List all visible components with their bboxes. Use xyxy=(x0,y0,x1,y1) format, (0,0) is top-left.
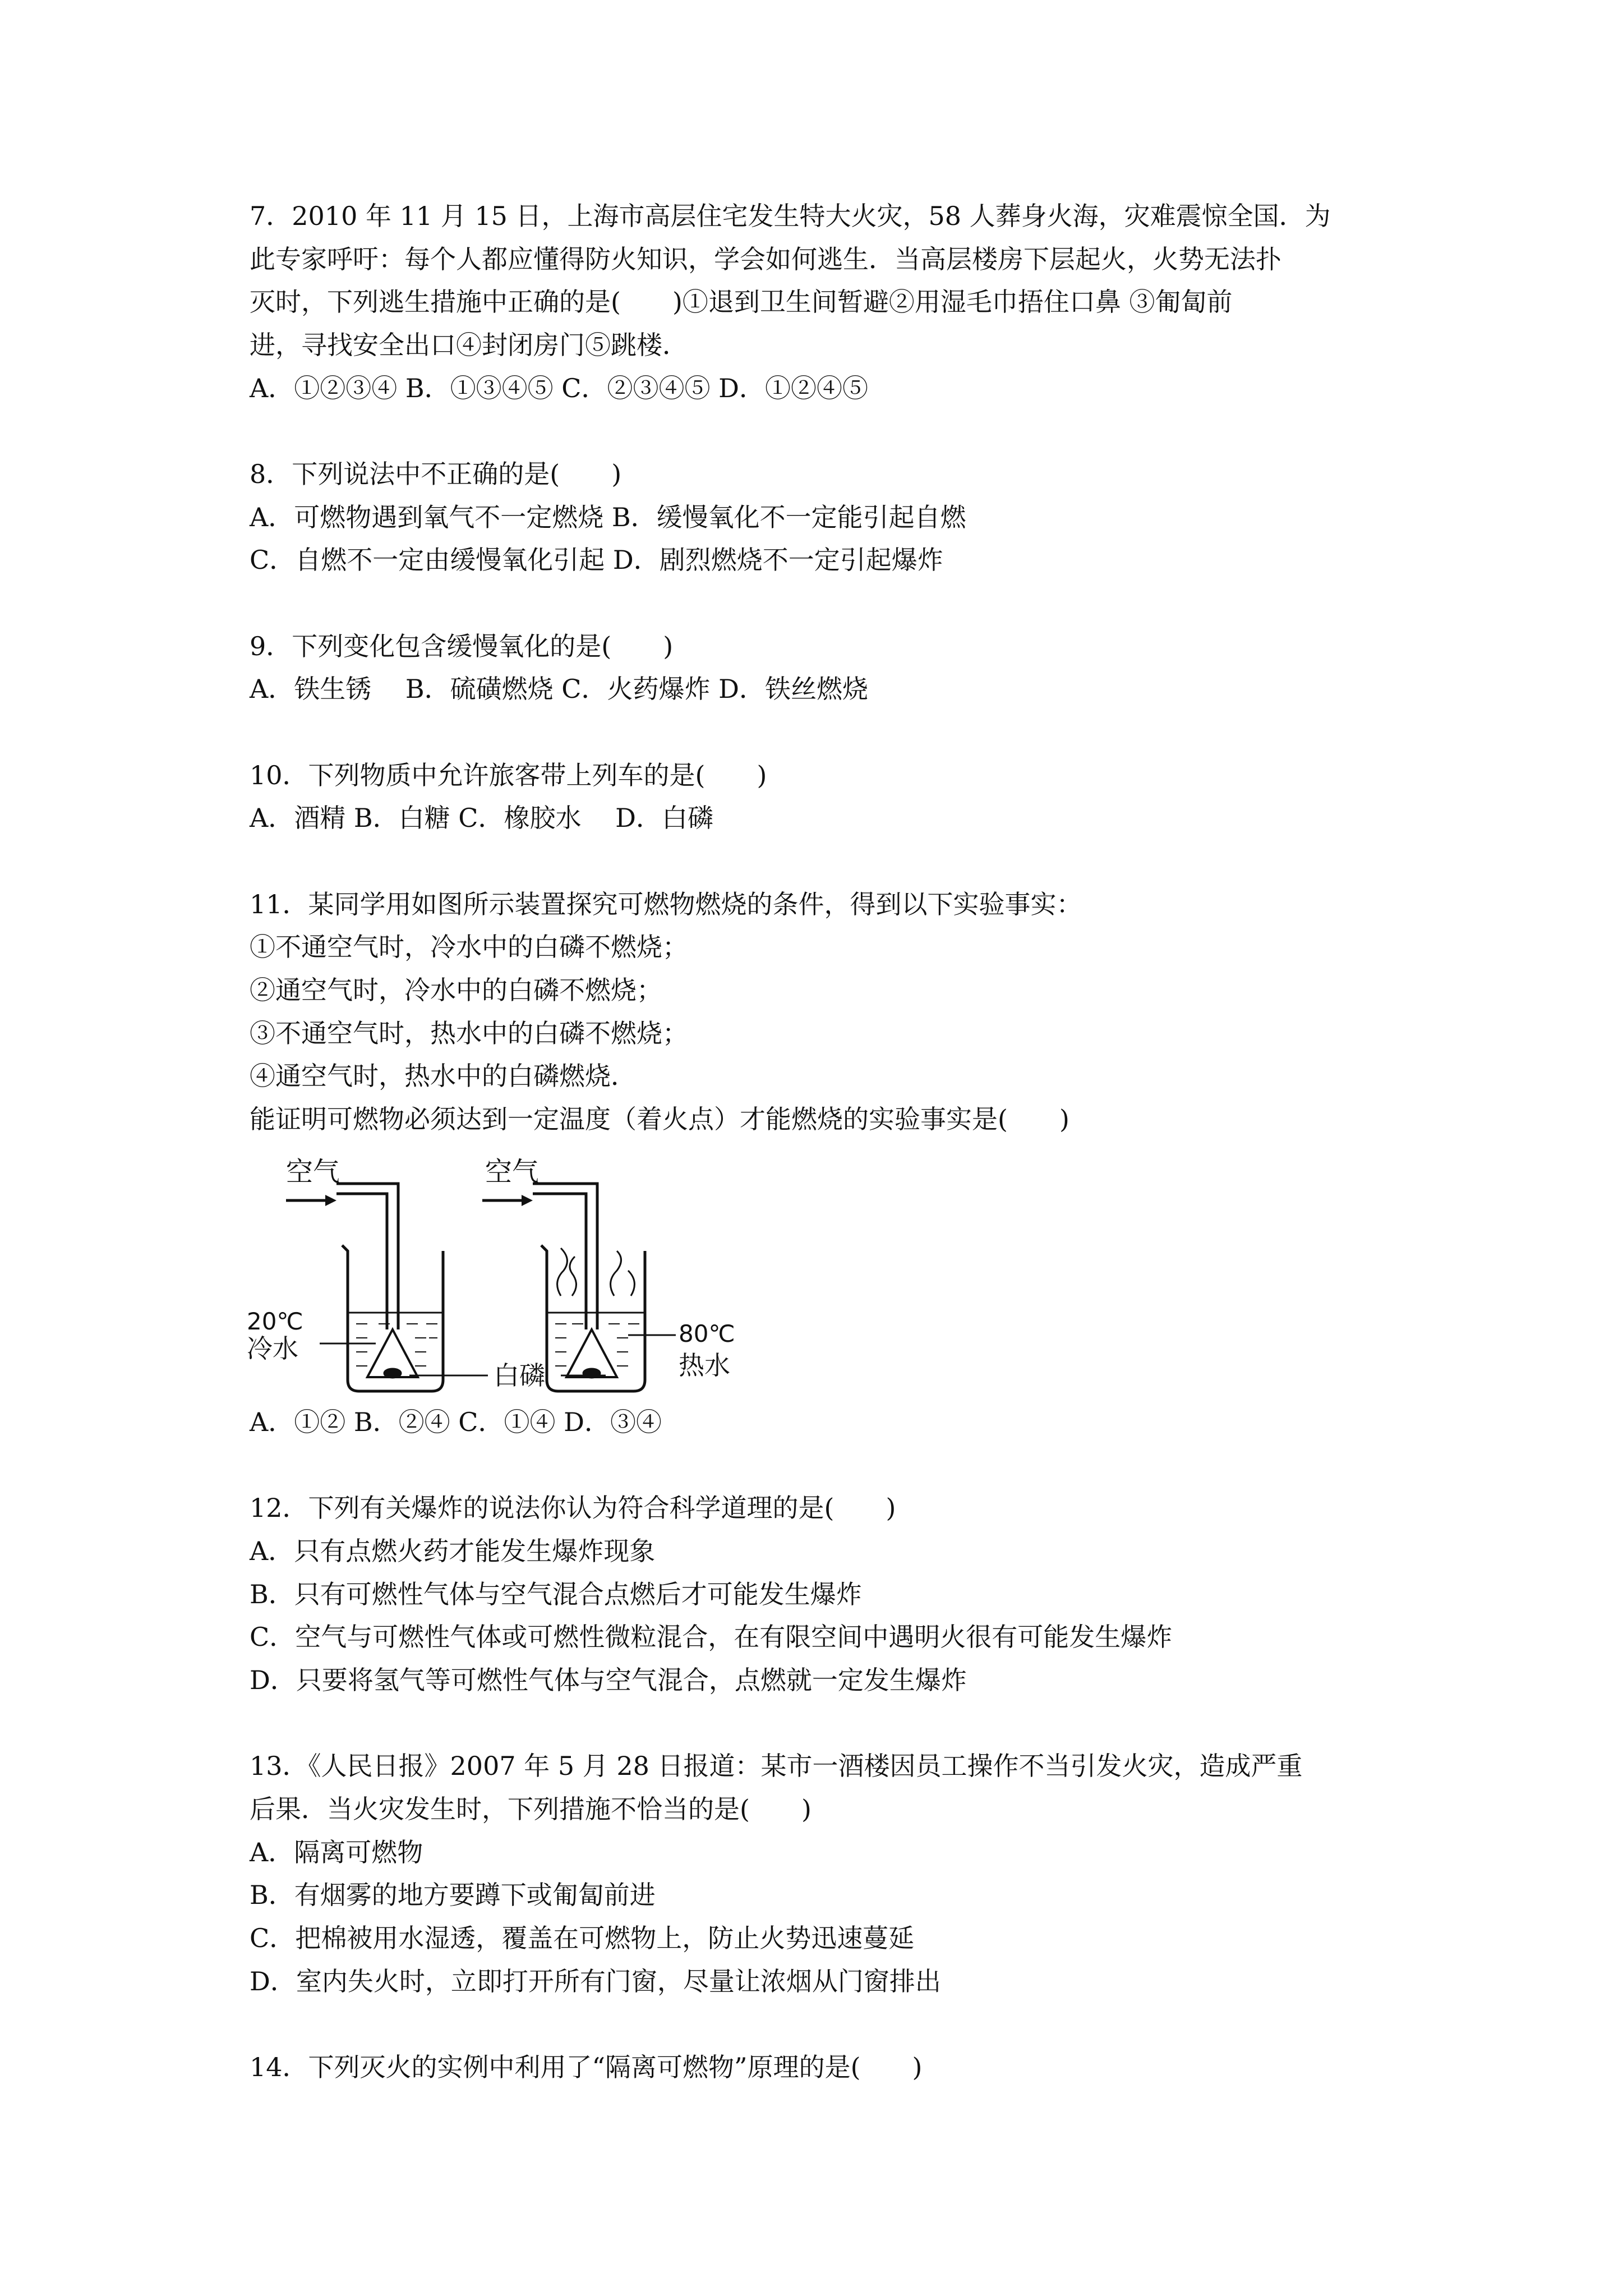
q7-stem-line-3: 灭时，下列逃生措施中正确的是( )①退到卫生间暂避②用湿毛巾捂住口鼻 ③匍匐前 xyxy=(250,287,1233,317)
left-arrow-head xyxy=(325,1195,336,1206)
q9-options: A．铁生锈 B．硫磺燃烧 C．火药爆炸 D．铁丝燃烧 xyxy=(250,674,868,704)
q13-stem-line-2: 后果．当火灾发生时，下列措施不恰当的是( ) xyxy=(250,1794,811,1824)
q9-stem: 9．下列变化包含缓慢氧化的是( ) xyxy=(250,631,674,661)
q11-fact-4: ④通空气时，热水中的白磷燃烧． xyxy=(250,1061,637,1091)
q11-options: A．①② B．②④ C．①④ D．③④ xyxy=(250,1407,662,1437)
q8-options-line-2: C．自燃不一定由缓慢氧化引起 D．剧烈燃烧不一定引起爆炸 xyxy=(250,545,943,575)
q10-stem: 10．下列物质中允许旅客带上列车的是( ) xyxy=(250,760,767,790)
left-tube xyxy=(336,1184,398,1329)
left-air-label: 空气 xyxy=(286,1156,340,1188)
q7-options: A．①②③④ B．①③④⑤ C．②③④⑤ D．①②④⑤ xyxy=(250,373,868,403)
q11-fact-1: ①不通空气时，冷水中的白磷不燃烧； xyxy=(250,932,688,962)
q8-stem: 8．下列说法中不正确的是( ) xyxy=(250,459,622,489)
q12-stem: 12．下列有关爆炸的说法你认为符合科学道理的是( ) xyxy=(250,1493,896,1523)
q12-option-d: D．只要将氢气等可燃性气体与空气混合，点燃就一定发生爆炸 xyxy=(250,1665,967,1695)
q13-option-c: C．把棉被用水湿透，覆盖在可燃物上，防止火势迅速蔓延 xyxy=(250,1923,915,1953)
q13-option-d: D．室内失火时，立即打开所有门窗，尽量让浓烟从门窗排出 xyxy=(250,1966,941,1996)
q7-stem-line-4: 进，寻找安全出口④封闭房门⑤跳楼． xyxy=(250,330,688,360)
right-air-label: 空气 xyxy=(485,1156,540,1188)
experiment-diagram xyxy=(247,1144,751,1402)
left-water-hatch xyxy=(356,1324,437,1366)
q12-option-a: A．只有点燃火药才能发生爆炸现象 xyxy=(250,1536,656,1566)
q8-options-line-1: A．可燃物遇到氧气不一定燃烧 B．缓慢氧化不一定能引起自燃 xyxy=(250,502,966,532)
right-temp-label: 80℃ xyxy=(679,1320,735,1347)
right-phosphorus xyxy=(584,1369,600,1377)
left-temp-label: 20℃ xyxy=(247,1308,303,1335)
right-tube xyxy=(533,1184,597,1329)
q13-stem-line-1: 13．《人民日报》2007 年 5 月 28 日报道：某市一酒楼因员工操作不当引发火灾，造成严重 xyxy=(250,1751,1303,1781)
q7-stem-line-2: 此专家呼吁：每个人都应懂得防火知识，学会如何逃生．当高层楼房下层起火，火势无法扑 xyxy=(250,244,1281,274)
phosphorus-label: 白磷 xyxy=(494,1360,545,1391)
q7-stem-line-1: 7．2010 年 11 月 15 日，上海市高层住宅发生特大火灾，58 人葬身火海，灾难震惊全国．为 xyxy=(250,201,1331,231)
right-water-hatch xyxy=(555,1324,639,1366)
q11-fact-3: ③不通空气时，热水中的白磷不燃烧； xyxy=(250,1018,688,1048)
q12-option-c: C．空气与可燃性气体或可燃性微粒混合，在有限空间中遇明火很有可能发生爆炸 xyxy=(250,1622,1173,1652)
q13-option-b: B．有烟雾的地方要蹲下或匍匐前进 xyxy=(250,1880,656,1910)
q13-option-a: A．隔离可燃物 xyxy=(250,1837,423,1867)
q14-stem: 14．下列灭火的实例中利用了“隔离可燃物”原理的是( ) xyxy=(250,2052,923,2082)
q10-options: A．酒精 B．白糖 C．橡胶水 D．白磷 xyxy=(250,803,713,833)
q11-question: 能证明可燃物必须达到一定温度（着火点）才能燃烧的实验事实是( ) xyxy=(250,1104,1069,1134)
q11-fact-2: ②通空气时，冷水中的白磷不燃烧； xyxy=(250,975,662,1005)
q12-option-b: B．只有可燃性气体与空气混合点燃后才可能发生爆炸 xyxy=(250,1579,862,1609)
left-apparatus xyxy=(286,1184,443,1391)
left-phosphorus xyxy=(385,1369,400,1377)
right-arrow-head xyxy=(522,1195,533,1206)
left-water-label: 冷水 xyxy=(247,1333,298,1364)
right-water-label: 热水 xyxy=(679,1350,730,1381)
q11-stem-line-1: 11．某同学用如图所示装置探究可燃物燃烧的条件，得到以下实验事实： xyxy=(250,889,1082,919)
